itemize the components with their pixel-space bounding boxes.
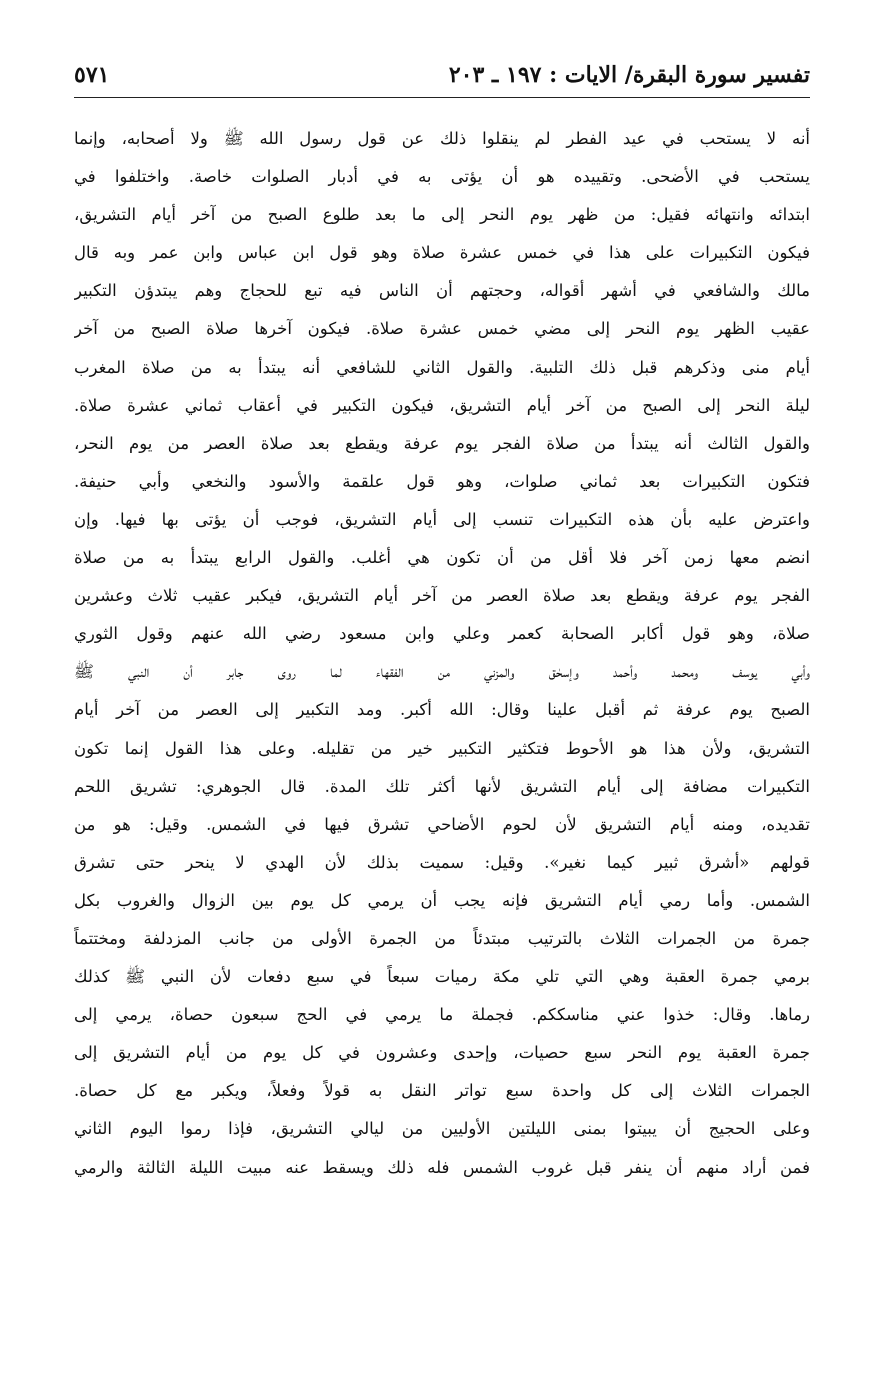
text-line: تقديده، ومنه أيام التشريق لأن لحوم الأضاحي تشرق فيها في الشمس. وقيل: هو من [74,814,810,834]
text-line: التشريق، ولأن هذا هو الأحوط فتكثير التكبير خير من تقليله. وعلى هذا القول إنما تكون [74,738,810,758]
body-text [74,120,810,1187]
page-header [74,60,810,100]
text-line: عقيب الظهر يوم النحر إلى مضي خمس عشرة صلاة. فيكون آخرها صلاة الصبح من آخر [74,319,810,339]
text-line: والقول الثالث أنه يبتدأ من صلاة الفجر يوم عرفة ويقطع بعد صلاة العصر من يوم النحر، [74,433,810,453]
text-line: وعلى الحجيج أن يبيتوا بمنى الليلتين الأوليين من ليالي التشريق، فإذا رموا اليوم الثاني [74,1119,810,1139]
text-line: التكبيرات مضافة إلى أيام التشريق لأنها أكثر تلك المدة. قال الجوهري: تشريق اللحم [74,776,810,796]
page-number: ٥٧١ [74,62,110,88]
text-line: واعترض عليه بأن هذه التكبيرات تنسب إلى أيام التشريق، فوجب أن يؤتى بها فيها. وإن [74,509,810,529]
text-line: فمن أراد منهم أن ينفر قبل غروب الشمس فله ذلك ويسقط عنه مبيت الليلة الثالثة والرمي [74,1157,810,1177]
text-line: جمرة من الجمرات الثلاث بالترتيب مبتدئاً من الجمرة الأولى من جانب المزدلفة ومختتماً [74,928,810,948]
text-line: برمي جمرة العقبة وهي التي تلي مكة رميات سبعاً في سبع دفعات لأن النبي ﷺ كذلك [74,967,810,987]
text-line: صلاة، وهو قول أكابر الصحابة كعمر وعلي وابن مسعود رضي الله عنهم وقول الثوري [74,624,810,644]
text-line: ليلة النحر إلى الصبح من آخر أيام التشريق، فيكون التكبير في أعقاب ثماني عشرة صلاة. [74,395,810,415]
text-line: يستحب في الأضحى. وتقييده هو أن يؤتى به في أدبار الصلوات خاصة. واختلفوا في [74,167,810,187]
text-line: أنه لا يستحب في عيد الفطر لم ينقلوا ذلك عن قول رسول الله ﷺ ولا أصحابه، وإنما [74,129,810,148]
header-rule [74,97,810,98]
text-line: الصبح يوم عرفة ثم أقبل علينا وقال: الله أكبر. ومد التكبير إلى العصر من آخر أيام [74,700,810,720]
text-line: الشمس. وأما رمي أيام التشريق فإنه يجب أن يرمي كل يوم بين الزوال والغروب بكل [74,890,810,910]
text-line: الفجر يوم عرفة ويقطع بعد صلاة العصر من آخر أيام التشريق، فيكبر عقيب ثلاث وعشرين [74,586,810,606]
text-line: فيكون التكبيرات على هذا في خمس عشرة صلاة وهو قول ابن عباس وابن عمر وبه قال [74,243,810,263]
text-line: الجمرات الثلاث إلى كل واحدة سبع تواتر النقل به قولاً وفعلاً، ويكبر مع كل حصاة. [74,1081,810,1101]
text-line: رماها. وقال: خذوا عني مناسككم. فجملة ما يرمي في الحج سبعون حصاة، يرمي إلى [74,1005,810,1025]
text-line: ابتدائه وانتهائه فقيل: من ظهر يوم النحر إلى ما بعد طلوع الصبح من آخر أيام التشريق، [74,205,810,225]
text-line: مالك والشافعي في أشهر أقواله، وحجتهم أن الناس فيه تبع للحجاج وهم يبتدؤن التكبير [74,281,810,301]
text-line: انضم معها زمن آخر فلا أقل من أن تكون هي أغلب. والقول الرابع يبتدأ به من صلاة [74,548,810,568]
text-line: جمرة العقبة يوم النحر سبع حصيات، وإحدى وعشرون في كل يوم من أيام التشريق إلى [74,1043,810,1063]
text-line: قولهم «أشرق ثبير كيما نغير». وقيل: سميت بذلك لأن الهدي لا ينحر حتى تشرق [74,852,810,872]
text-line: أيام منى وذكرهم قبل ذلك التلبية. والقول الثاني للشافعي أنه يبتدأ به من صلاة المغرب [74,357,810,377]
text-line: وأبي يوسف ومحمد وأحمد وإسحٰق والمزني من الفقهاء لما روى جابر أن النبي ﷺ [74,662,810,682]
running-head: تفسير سورة البقرة/ الايات : ١٩٧ ـ ٢٠٣ [448,62,810,88]
text-line: فتكون التكبيرات بعد ثماني صلوات، وهو قول علقمة والأسود والنخعي وأبي حنيفة. [74,471,810,491]
